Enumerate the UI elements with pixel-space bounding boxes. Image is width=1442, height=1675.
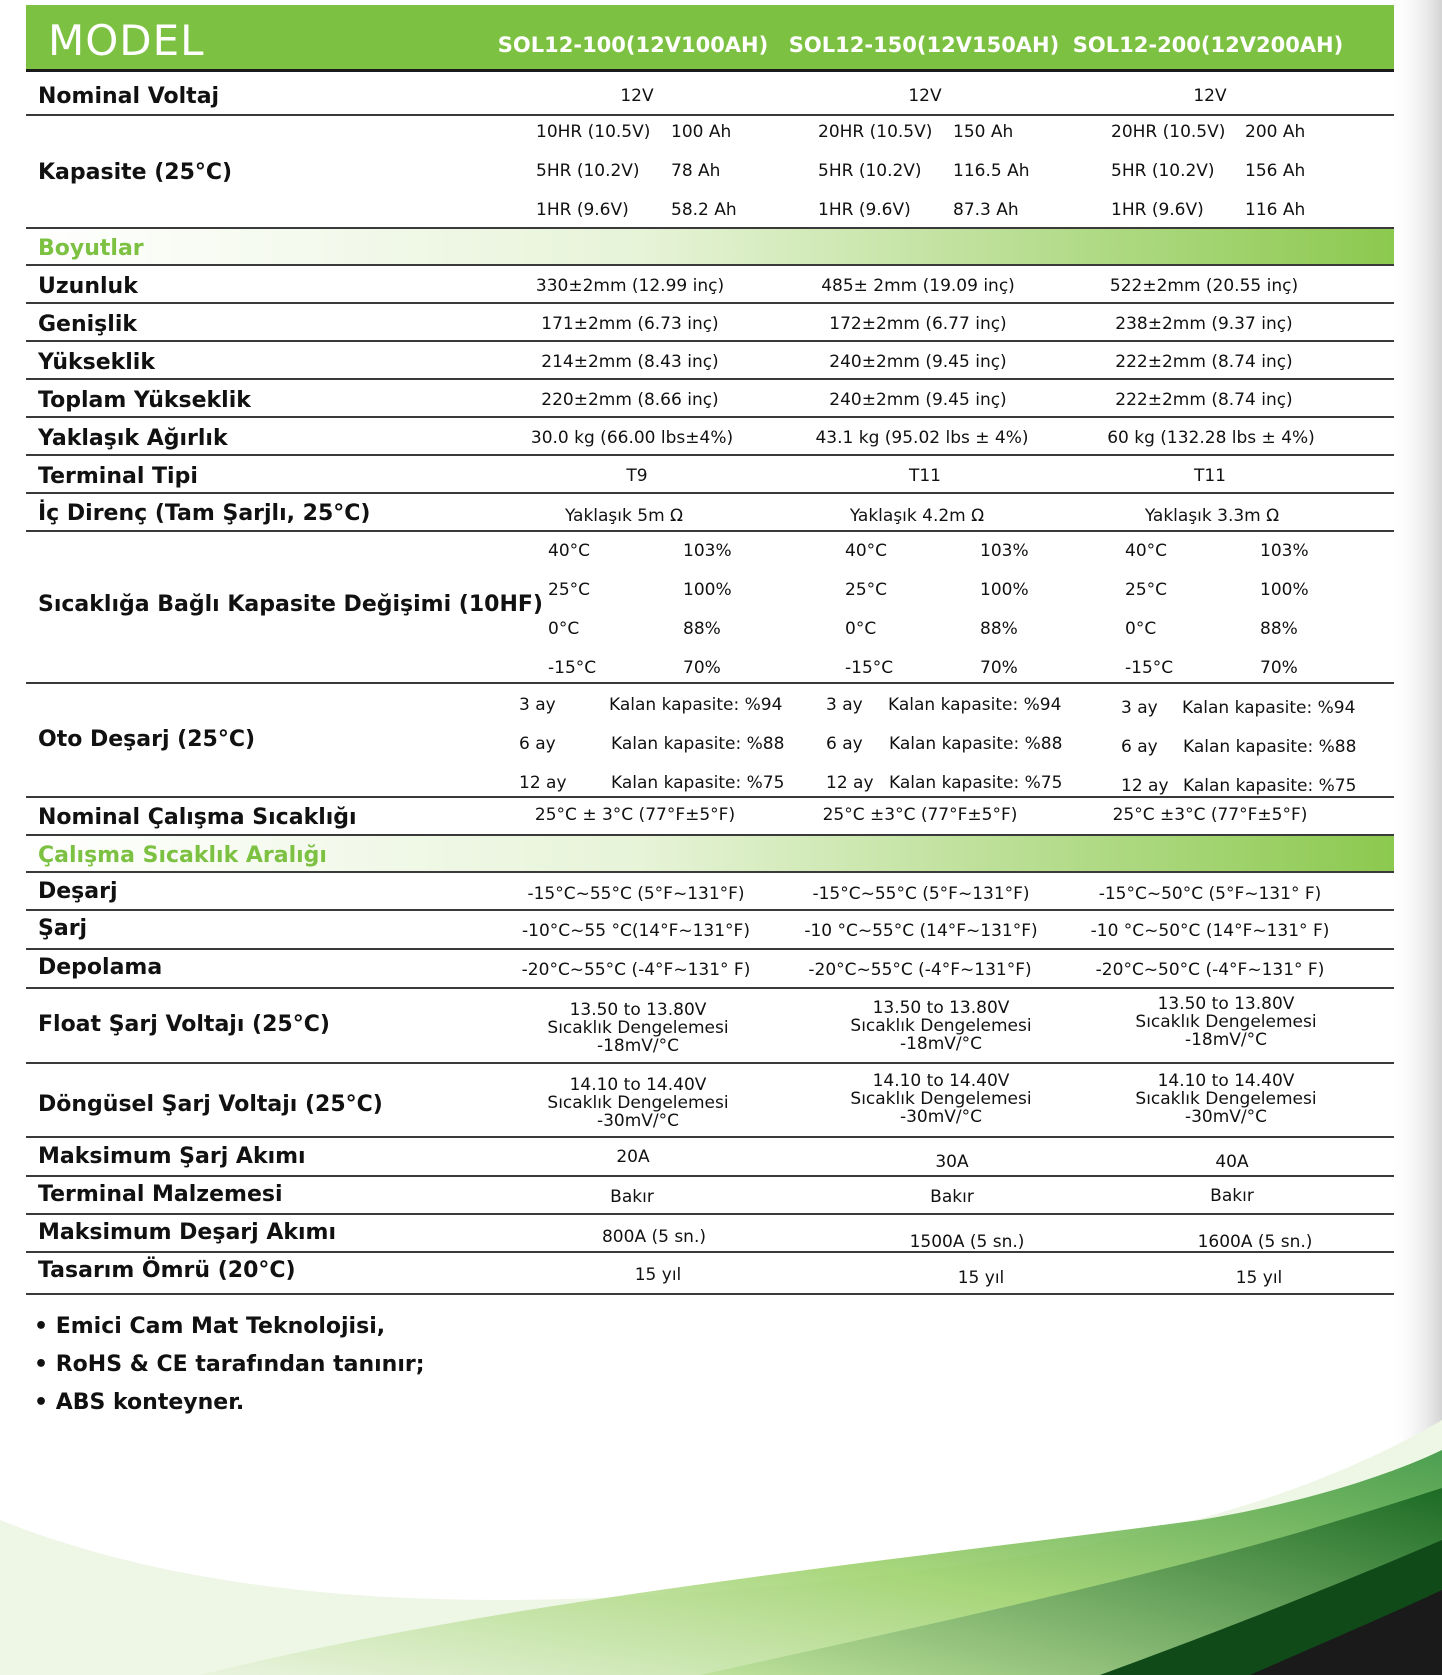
value-col2: -20°C~55°C (-4°F~131°F) <box>808 960 1032 980</box>
section-dimensions <box>26 229 1394 266</box>
temp-percent: 88% <box>980 619 1018 639</box>
row-weight <box>26 418 1394 456</box>
compensation-label: Sıcaklık Dengelemesi <box>850 1089 1032 1109</box>
section-operating-range <box>26 836 1394 873</box>
row-label: Tasarım Ömrü (20°C) <box>38 1258 296 1283</box>
section-title: Çalışma Sıcaklık Aralığı <box>38 843 327 868</box>
period-label: 6 ay <box>1121 737 1158 757</box>
voltage-range: 14.10 to 14.40V <box>872 1071 1010 1091</box>
feature-item: • RoHS & CE tarafından tanınır; <box>34 1352 425 1377</box>
row-terminal-material <box>26 1177 1394 1215</box>
compensation-label: Sıcaklık Dengelemesi <box>547 1018 729 1038</box>
value-col2: 240±2mm (9.45 inç) <box>829 352 1007 372</box>
capacity-rate: 1HR (9.6V) <box>1111 200 1204 220</box>
value-col2: 30A <box>935 1152 969 1172</box>
temp-label: 25°C <box>845 580 888 600</box>
value-col3: 222±2mm (8.74 inç) <box>1115 352 1293 372</box>
value-col1: -10°C~55 °C(14°F~131°F) <box>522 921 750 941</box>
remaining-capacity: Kalan kapasite: %94 <box>888 695 1062 715</box>
row-charge <box>26 911 1394 950</box>
value-col2: 1500A (5 sn.) <box>909 1232 1025 1252</box>
value-col2: 15 yıl <box>957 1268 1005 1288</box>
capacity-value: 58.2 Ah <box>671 200 737 220</box>
value-col2: 25°C ±3°C (77°F±5°F) <box>822 805 1018 825</box>
period-label: 12 ay <box>1121 776 1169 796</box>
row-nominal-operating-temp <box>26 798 1394 836</box>
value-col2: 43.1 kg (95.02 lbs ± 4%) <box>815 428 1029 448</box>
capacity-rate: 5HR (10.2V) <box>536 161 640 181</box>
compensation-label: Sıcaklık Dengelemesi <box>1135 1089 1317 1109</box>
value-col2: -15°C~55°C (5°F~131°F) <box>812 884 1030 904</box>
model-name-1: SOL12-100(12V100AH) <box>497 33 769 57</box>
temp-label: 40°C <box>1125 541 1168 561</box>
period-label: 6 ay <box>519 734 556 754</box>
value-col3: Yaklaşık 3.3m Ω <box>1144 506 1280 526</box>
temp-label: -15°C <box>548 658 597 678</box>
temp-percent: 100% <box>1260 580 1309 600</box>
voltage-range: 14.10 to 14.40V <box>569 1075 707 1095</box>
model-name-2: SOL12-150(12V150AH) <box>788 33 1060 57</box>
row-temp-capacity <box>26 532 1394 684</box>
value-col3: 522±2mm (20.55 inç) <box>1109 276 1299 296</box>
value-col3: 1600A (5 sn.) <box>1197 1232 1313 1252</box>
temp-percent: 100% <box>683 580 732 600</box>
remaining-capacity: Kalan kapasite: %75 <box>611 773 785 793</box>
value-col1: 15 yıl <box>634 1265 682 1285</box>
remaining-capacity: Kalan kapasite: %88 <box>1183 737 1357 757</box>
compensation-label: Sıcaklık Dengelemesi <box>1135 1012 1317 1032</box>
compensation-value: -30mV/°C <box>596 1111 680 1131</box>
compensation-value: -18mV/°C <box>1184 1030 1268 1050</box>
voltage-range: 14.10 to 14.40V <box>1157 1071 1295 1091</box>
temp-label: 0°C <box>1125 619 1157 639</box>
row-capacity <box>26 116 1394 229</box>
capacity-rate: 5HR (10.2V) <box>818 161 922 181</box>
row-label: Nominal Voltaj <box>38 84 220 109</box>
temp-label: 25°C <box>548 580 591 600</box>
cycle-voltage-col1 <box>547 1076 728 1130</box>
row-label: Sıcaklığa Bağlı Kapasite Değişimi (10HF) <box>38 592 543 617</box>
value-col1: 30.0 kg (66.00 lbs±4%) <box>530 428 734 448</box>
row-label: Float Şarj Voltajı (25°C) <box>38 1012 330 1037</box>
temp-label: -15°C <box>1125 658 1174 678</box>
row-internal-resistance <box>26 494 1394 532</box>
value-col1: Yaklaşık 5m Ω <box>564 506 684 526</box>
voltage-range: 13.50 to 13.80V <box>569 1000 707 1020</box>
row-label: Oto Deşarj (25°C) <box>38 727 256 752</box>
value-col1: 800A (5 sn.) <box>601 1227 707 1247</box>
row-storage <box>26 950 1394 989</box>
value-col3: Bakır <box>1210 1186 1254 1206</box>
value-col3: 238±2mm (9.37 inç) <box>1115 314 1293 334</box>
row-label: Genişlik <box>38 312 137 337</box>
temp-label: 0°C <box>845 619 877 639</box>
row-nominal-voltage <box>26 72 1394 116</box>
remaining-capacity: Kalan kapasite: %75 <box>1183 776 1357 796</box>
row-max-discharge-current <box>26 1215 1394 1253</box>
temp-percent: 70% <box>980 658 1018 678</box>
row-label: Şarj <box>38 916 88 941</box>
temp-label: -15°C <box>845 658 894 678</box>
row-label: Nominal Çalışma Sıcaklığı <box>38 805 357 830</box>
row-design-life <box>26 1253 1394 1295</box>
row-self-discharge <box>26 684 1394 798</box>
capacity-value: 200 Ah <box>1245 122 1306 142</box>
period-label: 3 ay <box>519 695 556 715</box>
feature-item: • Emici Cam Mat Teknolojisi, <box>34 1314 386 1339</box>
capacity-rate: 1HR (9.6V) <box>818 200 911 220</box>
value-col3: -20°C~50°C (-4°F~131° F) <box>1095 960 1325 980</box>
capacity-value: 150 Ah <box>953 122 1014 142</box>
section-title: Boyutlar <box>38 236 144 261</box>
temp-percent: 70% <box>1260 658 1298 678</box>
temp-percent: 103% <box>1260 541 1309 561</box>
compensation-value: -18mV/°C <box>596 1036 680 1056</box>
row-cycle-voltage <box>26 1064 1394 1138</box>
value-col3: T11 <box>1193 466 1227 486</box>
row-float-voltage <box>26 989 1394 1064</box>
value-col3: 222±2mm (8.74 inç) <box>1115 390 1293 410</box>
compensation-label: Sıcaklık Dengelemesi <box>547 1093 729 1113</box>
voltage-range: 13.50 to 13.80V <box>872 998 1010 1018</box>
cycle-voltage-col2 <box>850 1072 1031 1126</box>
remaining-capacity: Kalan kapasite: %75 <box>889 773 1063 793</box>
compensation-value: -30mV/°C <box>1184 1107 1268 1127</box>
row-label: Maksimum Deşarj Akımı <box>38 1220 337 1245</box>
model-name-3: SOL12-200(12V200AH) <box>1072 33 1344 57</box>
value-col2: T11 <box>908 466 942 486</box>
temp-percent: 88% <box>1260 619 1298 639</box>
capacity-rate: 20HR (10.5V) <box>1111 122 1226 142</box>
row-label: Terminal Malzemesi <box>38 1182 283 1207</box>
value-col1: -15°C~55°C (5°F~131°F) <box>527 884 745 904</box>
remaining-capacity: Kalan kapasite: %88 <box>611 734 785 754</box>
row-label: Yükseklik <box>38 350 155 375</box>
row-label: Toplam Yükseklik <box>38 388 251 413</box>
row-width <box>26 304 1394 342</box>
capacity-rate: 1HR (9.6V) <box>536 200 629 220</box>
value-col1: 12V <box>620 86 654 106</box>
compensation-value: -18mV/°C <box>899 1034 983 1054</box>
temp-percent: 103% <box>683 541 732 561</box>
float-voltage-col1 <box>547 1001 728 1055</box>
capacity-value: 116 Ah <box>1245 200 1306 220</box>
period-label: 3 ay <box>826 695 863 715</box>
value-col3: 25°C ±3°C (77°F±5°F) <box>1112 805 1308 825</box>
row-label: İç Direnç (Tam Şarjlı, 25°C) <box>38 501 371 526</box>
row-max-charge-current <box>26 1138 1394 1177</box>
value-col1: 330±2mm (12.99 inç) <box>535 276 725 296</box>
value-col1: 214±2mm (8.43 inç) <box>541 352 719 372</box>
capacity-rate: 5HR (10.2V) <box>1111 161 1215 181</box>
compensation-value: -30mV/°C <box>899 1107 983 1127</box>
value-col3: 60 kg (132.28 lbs ± 4%) <box>1107 428 1315 448</box>
capacity-value: 116.5 Ah <box>953 161 1030 181</box>
capacity-rate: 20HR (10.5V) <box>818 122 933 142</box>
float-voltage-col3 <box>1135 995 1316 1049</box>
value-col3: 15 yıl <box>1235 1268 1283 1288</box>
row-discharge <box>26 873 1394 911</box>
row-label: Terminal Tipi <box>38 464 198 489</box>
capacity-value: 100 Ah <box>671 122 732 142</box>
remaining-capacity: Kalan kapasite: %94 <box>609 695 783 715</box>
temp-percent: 103% <box>980 541 1029 561</box>
temp-label: 40°C <box>845 541 888 561</box>
value-col1: -20°C~55°C (-4°F~131° F) <box>521 960 751 980</box>
compensation-label: Sıcaklık Dengelemesi <box>850 1016 1032 1036</box>
value-col3: 40A <box>1215 1152 1249 1172</box>
temp-percent: 88% <box>683 619 721 639</box>
value-col2: Bakır <box>930 1187 974 1207</box>
capacity-value: 156 Ah <box>1245 161 1306 181</box>
row-height <box>26 342 1394 380</box>
row-label: Kapasite (25°C) <box>38 160 233 185</box>
value-col2: 172±2mm (6.77 inç) <box>829 314 1007 334</box>
remaining-capacity: Kalan kapasite: %88 <box>889 734 1063 754</box>
value-col2: 485± 2mm (19.09 inç) <box>821 276 1015 296</box>
row-label: Depolama <box>38 955 163 980</box>
feature-item: • ABS konteyner. <box>34 1390 245 1415</box>
value-col1: 20A <box>616 1147 650 1167</box>
cycle-voltage-col3 <box>1135 1072 1316 1126</box>
capacity-value: 78 Ah <box>671 161 721 181</box>
value-col2: 12V <box>908 86 942 106</box>
features-list <box>34 1314 425 1428</box>
value-col1: 25°C ± 3°C (77°F±5°F) <box>534 805 736 825</box>
row-label: Deşarj <box>38 879 118 904</box>
row-label: Yaklaşık Ağırlık <box>38 426 228 451</box>
row-label: Maksimum Şarj Akımı <box>38 1144 306 1169</box>
period-label: 12 ay <box>519 773 567 793</box>
value-col3: -10 °C~50°C (14°F~131° F) <box>1090 921 1330 941</box>
row-label: Döngüsel Şarj Voltajı (25°C) <box>38 1092 383 1117</box>
temp-label: 40°C <box>548 541 591 561</box>
row-total-height <box>26 380 1394 418</box>
row-terminal-type <box>26 456 1394 494</box>
period-label: 3 ay <box>1121 698 1158 718</box>
model-header <box>26 5 1394 72</box>
remaining-capacity: Kalan kapasite: %94 <box>1182 698 1356 718</box>
value-col1: T9 <box>626 466 648 486</box>
capacity-value: 87.3 Ah <box>953 200 1019 220</box>
value-col1: 220±2mm (8.66 inç) <box>541 390 719 410</box>
capacity-rate: 10HR (10.5V) <box>536 122 651 142</box>
value-col1: 171±2mm (6.73 inç) <box>541 314 719 334</box>
temp-percent: 100% <box>980 580 1029 600</box>
voltage-range: 13.50 to 13.80V <box>1157 994 1295 1014</box>
value-col3: -15°C~50°C (5°F~131° F) <box>1098 884 1322 904</box>
row-length <box>26 266 1394 304</box>
row-label: Uzunluk <box>38 274 138 299</box>
float-voltage-col2 <box>850 999 1031 1053</box>
temp-label: 0°C <box>548 619 580 639</box>
temp-label: 25°C <box>1125 580 1168 600</box>
value-col1: Bakır <box>610 1187 654 1207</box>
value-col2: 240±2mm (9.45 inç) <box>829 390 1007 410</box>
period-label: 12 ay <box>826 773 874 793</box>
model-title: MODEL <box>48 16 205 65</box>
temp-percent: 70% <box>683 658 721 678</box>
period-label: 6 ay <box>826 734 863 754</box>
value-col3: 12V <box>1193 86 1227 106</box>
value-col2: -10 °C~55°C (14°F~131°F) <box>804 921 1038 941</box>
value-col2: Yaklaşık 4.2m Ω <box>849 506 985 526</box>
